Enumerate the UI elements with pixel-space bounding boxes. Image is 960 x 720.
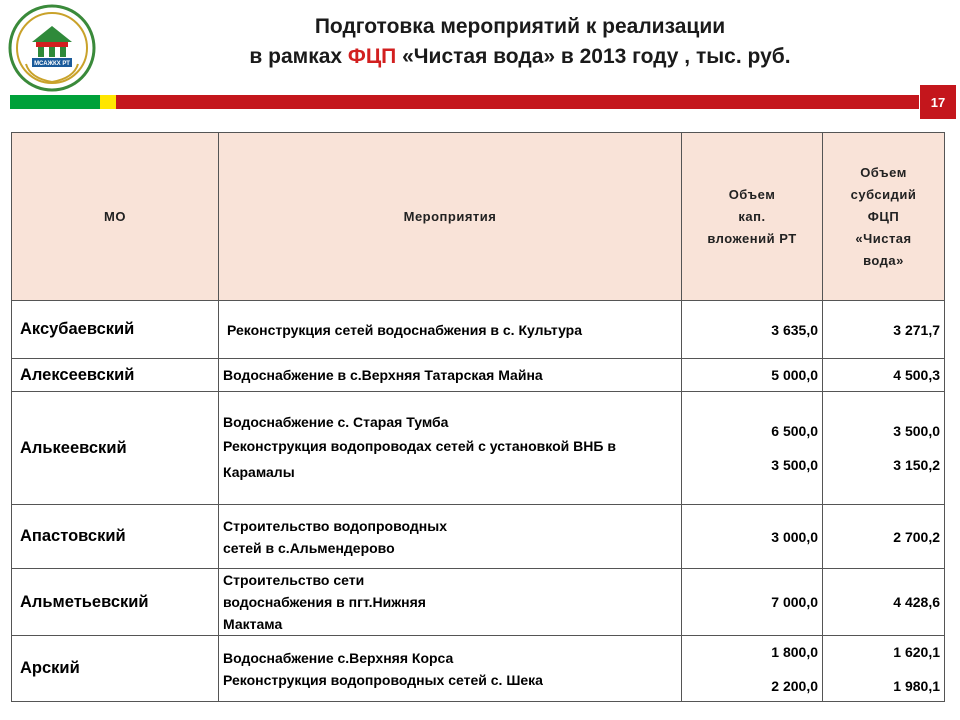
table-header-row bbox=[12, 133, 945, 301]
subs-value: 1 980,1 bbox=[893, 677, 940, 694]
cell-mo: Арский bbox=[12, 636, 219, 702]
logo-text: МСАЖКХ РТ bbox=[34, 61, 70, 67]
stripe-green bbox=[10, 95, 100, 109]
cap-value: 6 500,0 bbox=[771, 423, 818, 439]
header-mo: МО bbox=[12, 133, 219, 301]
cell-mo: Аксубаевский bbox=[12, 301, 219, 359]
event-item: Строительство сети водоснабжения в пгт.Нижняя Мактама bbox=[223, 572, 426, 632]
cell-mo: Алькеевский bbox=[12, 392, 219, 505]
page-title bbox=[130, 12, 910, 72]
cell-events bbox=[219, 505, 682, 569]
header-cap-line: кап. bbox=[738, 208, 766, 224]
stripe-yellow bbox=[100, 95, 116, 109]
cell-subs: 4 428,6 bbox=[823, 569, 945, 636]
header-subs bbox=[823, 133, 945, 301]
cell-mo: Алексеевский bbox=[12, 359, 219, 392]
header-cap bbox=[682, 133, 823, 301]
header-subs-line: ФЦП bbox=[867, 208, 900, 224]
subs-value: 1 620,1 bbox=[893, 643, 940, 660]
event-item: Водоснабжение в с.Верхняя Татарская Майна bbox=[223, 367, 543, 383]
title-line-2-pre: в рамках bbox=[249, 45, 348, 68]
event-item: Реконструкция водопроводных сетей с. Шека bbox=[223, 671, 543, 688]
slide-number-badge: 17 bbox=[919, 84, 957, 120]
title-line-2 bbox=[130, 42, 910, 72]
cell-events bbox=[219, 569, 682, 636]
header-subs-line: вода» bbox=[863, 252, 904, 268]
cell-subs: 4 500,3 bbox=[823, 359, 945, 392]
event-item: Водоснабжение с.Верхняя Корса bbox=[223, 649, 454, 666]
cap-value: 3 500,0 bbox=[771, 457, 818, 473]
title-line-1: Подготовка мероприятий к реализации bbox=[314, 15, 726, 38]
table-row bbox=[12, 359, 945, 392]
cap-value: 2 200,0 bbox=[771, 677, 818, 694]
subs-value: 3 500,0 bbox=[893, 423, 940, 439]
cell-cap: 3 000,0 bbox=[682, 505, 823, 569]
subs-value: 3 150,2 bbox=[893, 457, 940, 473]
table-row bbox=[12, 569, 945, 636]
cell-mo: Альметьевский bbox=[12, 569, 219, 636]
cell-subs bbox=[823, 636, 945, 702]
cell-subs: 2 700,2 bbox=[823, 505, 945, 569]
table-row bbox=[12, 392, 945, 505]
header-subs-line: «Чистая bbox=[855, 230, 912, 246]
event-item: Реконструкция сетей водоснабжения в с. Культура bbox=[227, 321, 583, 338]
cell-cap: 7 000,0 bbox=[682, 569, 823, 636]
cell-subs: 3 271,7 bbox=[823, 301, 945, 359]
header-cap-line: Объем bbox=[728, 186, 776, 202]
event-item: Водоснабжение с. Старая Тумба bbox=[223, 414, 449, 430]
cell-cap bbox=[682, 392, 823, 505]
cell-cap bbox=[682, 636, 823, 702]
header-cap-line: вложений РТ bbox=[707, 230, 797, 246]
cell-events bbox=[219, 636, 682, 702]
data-table bbox=[11, 132, 945, 702]
cell-cap: 5 000,0 bbox=[682, 359, 823, 392]
header-subs-line: субсидий bbox=[850, 186, 917, 202]
stripe-red bbox=[116, 95, 950, 109]
event-item: Строительство водопроводных сетей в с.Альмендерово bbox=[223, 517, 447, 556]
cell-events bbox=[219, 359, 682, 392]
cell-events bbox=[219, 301, 682, 359]
table-row bbox=[12, 636, 945, 702]
cell-mo: Апастовский bbox=[12, 505, 219, 569]
header-subs-line: Объем bbox=[860, 164, 907, 180]
cell-cap: 3 635,0 bbox=[682, 301, 823, 359]
table-row bbox=[12, 301, 945, 359]
ministry-logo bbox=[8, 4, 96, 92]
header-events: Мероприятия bbox=[219, 133, 682, 301]
title-accent-fcp: ФЦП bbox=[347, 45, 397, 68]
event-item: Реконструкция водопроводах сетей с установкой ВНБ в Карамалы bbox=[223, 438, 616, 480]
cap-value: 1 800,0 bbox=[771, 643, 818, 660]
cell-subs bbox=[823, 392, 945, 505]
cell-events bbox=[219, 392, 682, 505]
table-row bbox=[12, 505, 945, 569]
title-line-2-post: «Чистая вода» в 2013 году , тыс. руб. bbox=[396, 45, 791, 68]
